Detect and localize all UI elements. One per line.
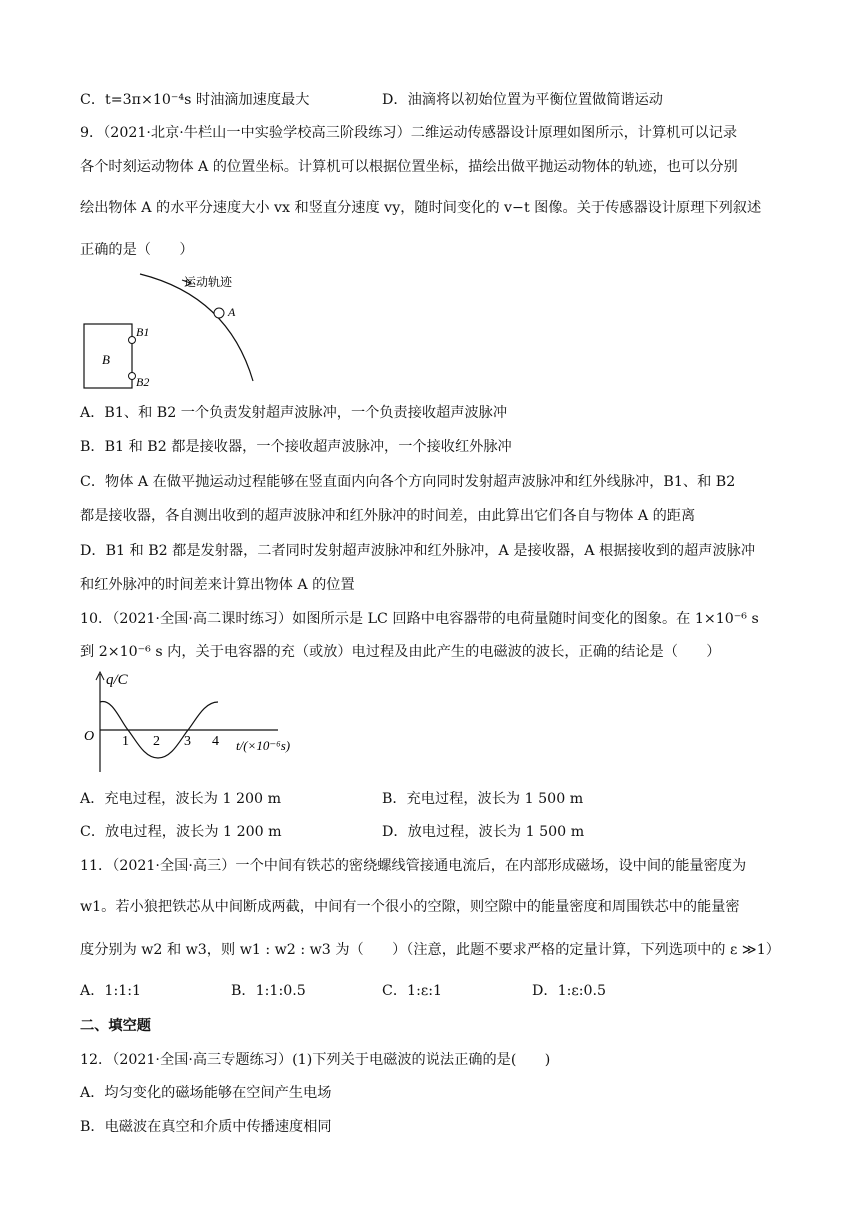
q9-stem-line4: 正确的是（ ） xyxy=(80,242,194,258)
tick-1: 1 xyxy=(122,734,129,749)
q10-stem-line1: 10．（2021·全国·高二课时练习）如图所示是 LC 回路中电容器带的电荷量随时间变化的图象。在 1×10⁻⁶ s xyxy=(80,611,759,627)
b1-label: B1 xyxy=(136,325,150,339)
q9-option-b: B．B1 和 B2 都是接收器，一个接收超声波脉冲，一个接收红外脉冲 xyxy=(80,439,512,455)
q9-option-c-line2: 都是接收器，各自测出收到的超声波脉冲和红外脉冲的时间差，由此算出它们各自与物体 A 的距离 xyxy=(80,508,696,524)
q8-option-c: C．t=3π×10⁻⁴s 时油滴加速度最大 xyxy=(80,92,310,108)
section-title-fill-in: 二、填空题 xyxy=(80,1018,151,1034)
box-label: B xyxy=(102,352,110,367)
track-label: 运动轨迹 xyxy=(184,275,233,289)
tick-2: 2 xyxy=(153,734,160,749)
q9-stem-line2: 各个时刻运动物体 A 的位置坐标。计算机可以根据位置坐标，描绘出做平抛运动物体的轨迹，也可以分别 xyxy=(80,159,738,175)
q11-stem-line3: 度分别为 w2 和 w3，则 w1 : w2 : w3 为（ ）（注意，此题不要求严格的定量计算，下列选项中的 ε ≫1） xyxy=(80,942,780,958)
q9-stem-line3: 绘出物体 A 的水平分速度大小 vx 和竖直分速度 vy，随时间变化的 v−t 图像。关于传感器设计原理下列叙述 xyxy=(80,200,762,216)
point-a-marker xyxy=(214,308,224,318)
q11-option-c: C．1:ε:1 xyxy=(382,983,443,999)
q9-sensor-figure xyxy=(78,266,268,394)
q12-stem: 12．（2021·全国·高三专题练习）(1)下列关于电磁波的说法正确的是( ) xyxy=(80,1052,551,1068)
q9-option-a: A．B1、和 B2 一个负责发射超声波脉冲，一个负责接收超声波脉冲 xyxy=(80,405,508,421)
q12-option-b: B．电磁波在真空和介质中传播速度相同 xyxy=(80,1119,332,1135)
q11-option-b: B．1:1:0.5 xyxy=(231,983,306,999)
tick-4: 4 xyxy=(212,734,219,749)
q10-option-c: C．放电过程，波长为 1 200 m xyxy=(80,824,282,840)
tick-3: 3 xyxy=(184,734,191,749)
y-axis-label: q/C xyxy=(106,672,128,688)
origin-label: O xyxy=(84,729,95,744)
point-a-label: A xyxy=(228,305,236,319)
b1-marker xyxy=(129,337,136,344)
q11-option-a: A．1:1:1 xyxy=(80,983,142,999)
q10-option-b: B．充电过程，波长为 1 500 m xyxy=(382,791,584,807)
q11-stem-line1: 11．（2021·全国·高三）一个中间有铁芯的密绕螺线管接通电流后，在内部形成磁场，设中间的能量密度为 xyxy=(80,858,747,874)
q9-option-c-line1: C．物体 A 在做平抛运动过程能够在竖直面内向各个方向同时发射超声波脉冲和红外线脉冲，B1、和 B2 xyxy=(80,474,736,490)
q11-option-d: D．1:ε:0.5 xyxy=(532,983,607,999)
q10-stem-line2: 到 2×10⁻⁶ s 内，关于电容器的充（或放）电过程及由此产生的电磁波的波长，正确的结论是（ ） xyxy=(80,644,721,660)
q10-charge-graph xyxy=(78,668,318,780)
q10-option-d: D．放电过程，波长为 1 500 m xyxy=(382,824,585,840)
q8-option-d: D．油滴将以初始位置为平衡位置做简谐运动 xyxy=(382,92,663,108)
q11-stem-line2: w1。若小狼把铁芯从中间断成两截，中间有一个很小的空隙，则空隙中的能量密度和周围铁芯中的能量密 xyxy=(80,899,740,915)
q9-option-d-line2: 和红外脉冲的时间差来计算出物体 A 的位置 xyxy=(80,577,355,593)
q12-option-a: A．均匀变化的磁场能够在空间产生电场 xyxy=(80,1085,332,1101)
b2-marker xyxy=(129,373,136,380)
x-axis-label: t/(×10⁻⁶s) xyxy=(236,738,291,753)
q10-option-a: A．充电过程，波长为 1 200 m xyxy=(80,791,282,807)
q9-stem-line1: 9．（2021·北京·牛栏山一中实验学校高三阶段练习）二维运动传感器设计原理如图所示，计算机可以记录 xyxy=(80,125,738,141)
q9-option-d-line1: D．B1 和 B2 都是发射器，二者同时发射超声波脉冲和红外脉冲，A 是接收器，A 根据接收到的超声波脉冲 xyxy=(80,543,756,559)
b2-label: B2 xyxy=(136,375,150,389)
